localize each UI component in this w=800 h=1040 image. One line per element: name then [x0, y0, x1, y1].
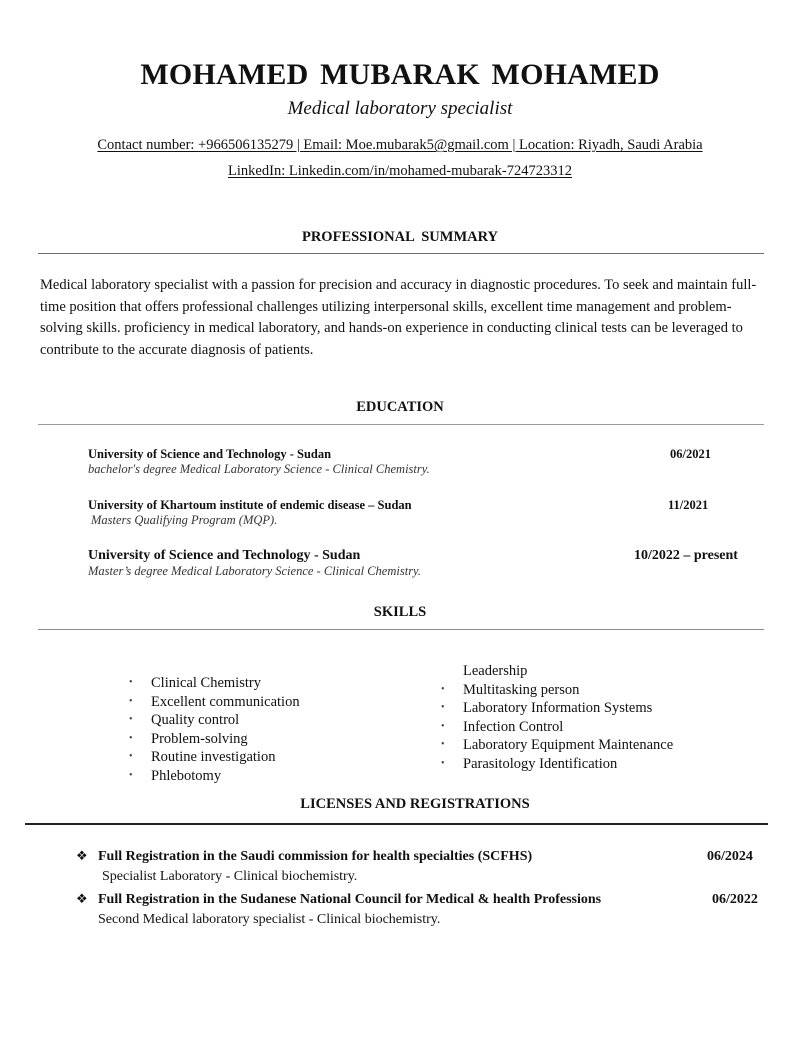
bullet-icon: • — [129, 695, 133, 707]
education-item — [88, 447, 748, 477]
license-title: Full Registration in the Saudi commission for health specialties (SCFHS) — [98, 849, 533, 864]
skills-list-left — [126, 674, 300, 785]
candidate-name: MOHAMED MUBARAK MOHAMED — [140, 58, 660, 91]
skill-item: • Laboratory Equipment Maintenance — [441, 737, 674, 753]
license-date: 06/2024 — [707, 849, 753, 864]
license-detail: Second Medical laboratory specialist - Clinical biochemistry. — [98, 912, 441, 927]
licenses-heading: LICENSES AND REGISTRATIONS — [300, 796, 530, 812]
skill-item: • Routine investigation — [129, 749, 276, 765]
bullet-icon: • — [441, 702, 445, 713]
license-item — [76, 849, 766, 885]
skill-item: • Quality control — [129, 712, 240, 728]
skill-item: Leadership — [463, 663, 528, 679]
education-item — [88, 548, 748, 579]
skills-divider — [38, 629, 764, 630]
job-title: Medical laboratory specialist — [287, 98, 513, 119]
education-heading: EDUCATION — [356, 399, 444, 415]
license-date: 06/2022 — [712, 892, 758, 907]
bullet-icon: • — [441, 757, 445, 769]
diamond-bullet-icon: ❖ — [76, 848, 88, 863]
skill-item: • Parasitology Identification — [441, 755, 618, 772]
skill-item: • Excellent communication — [129, 693, 300, 710]
education-school: University of Khartoum institute of endemic disease – Sudan — [88, 498, 412, 512]
licenses-divider — [25, 823, 768, 825]
education-date: 06/2021 — [670, 447, 711, 461]
skill-item: • Infection Control — [441, 718, 564, 735]
diamond-bullet-icon: ❖ — [76, 891, 88, 906]
license-item — [76, 892, 766, 928]
education-degree: Masters Qualifying Program (MQP). — [91, 513, 278, 527]
bullet-icon: • — [441, 720, 445, 732]
license-detail: Specialist Laboratory - Clinical biochemistry. — [102, 869, 358, 884]
education-school: University of Science and Technology - Sudan — [88, 447, 332, 461]
education-degree: Master’s degree Medical Laboratory Science - Clinical Chemistry. — [88, 564, 422, 578]
contact-line[interactable]: Contact number: +966506135279 | Email: Moe.mubarak5@gmail.com | Location: Riyadh, Saudi Arabia — [97, 137, 703, 153]
education-date: 10/2022 – present — [634, 548, 738, 563]
bullet-icon: • — [129, 732, 133, 744]
skill-item: • Phlebotomy — [129, 767, 222, 784]
skills-heading: SKILLS — [373, 604, 427, 620]
skill-item: • Clinical Chemistry — [129, 675, 261, 691]
license-title: Full Registration in the Sudanese National Council for Medical & health Professions — [98, 892, 602, 907]
linkedin-link[interactable]: LinkedIn: Linkedin.com/in/mohamed-mubarak-724723312 — [228, 163, 572, 179]
summary-heading: PROFESSIONAL SUMMARY — [301, 229, 499, 245]
skills-list-right — [438, 662, 673, 773]
bullet-icon: • — [129, 751, 133, 762]
bullet-icon: • — [441, 739, 445, 750]
education-divider — [38, 424, 764, 425]
skill-item: • Multitasking person — [441, 681, 580, 698]
education-school: University of Science and Technology - Sudan — [88, 548, 361, 563]
summary-text: Medical laboratory specialist with a passion for precision and accuracy in diagnostic procedures. To seek and maintain full-time position that offers professional challenges utilizing interpersonal skills, excellent time management and problem-solving skills. proficiency in medical laboratory, and hands-on experience in conducting clinical tests can be leveraged to contribute to the accurate diagnosis of patients. — [40, 277, 757, 358]
summary-divider — [38, 253, 764, 254]
bullet-icon: • — [129, 769, 133, 781]
bullet-icon: • — [129, 714, 133, 725]
bullet-icon: • — [441, 683, 445, 695]
education-item — [88, 498, 748, 528]
skill-item: • Problem-solving — [129, 730, 248, 747]
skill-item: • Laboratory Information Systems — [441, 700, 653, 716]
education-date: 11/2021 — [668, 498, 709, 512]
bullet-icon: • — [129, 677, 133, 688]
education-degree: bachelor's degree Medical Laboratory Science - Clinical Chemistry. — [88, 462, 430, 476]
